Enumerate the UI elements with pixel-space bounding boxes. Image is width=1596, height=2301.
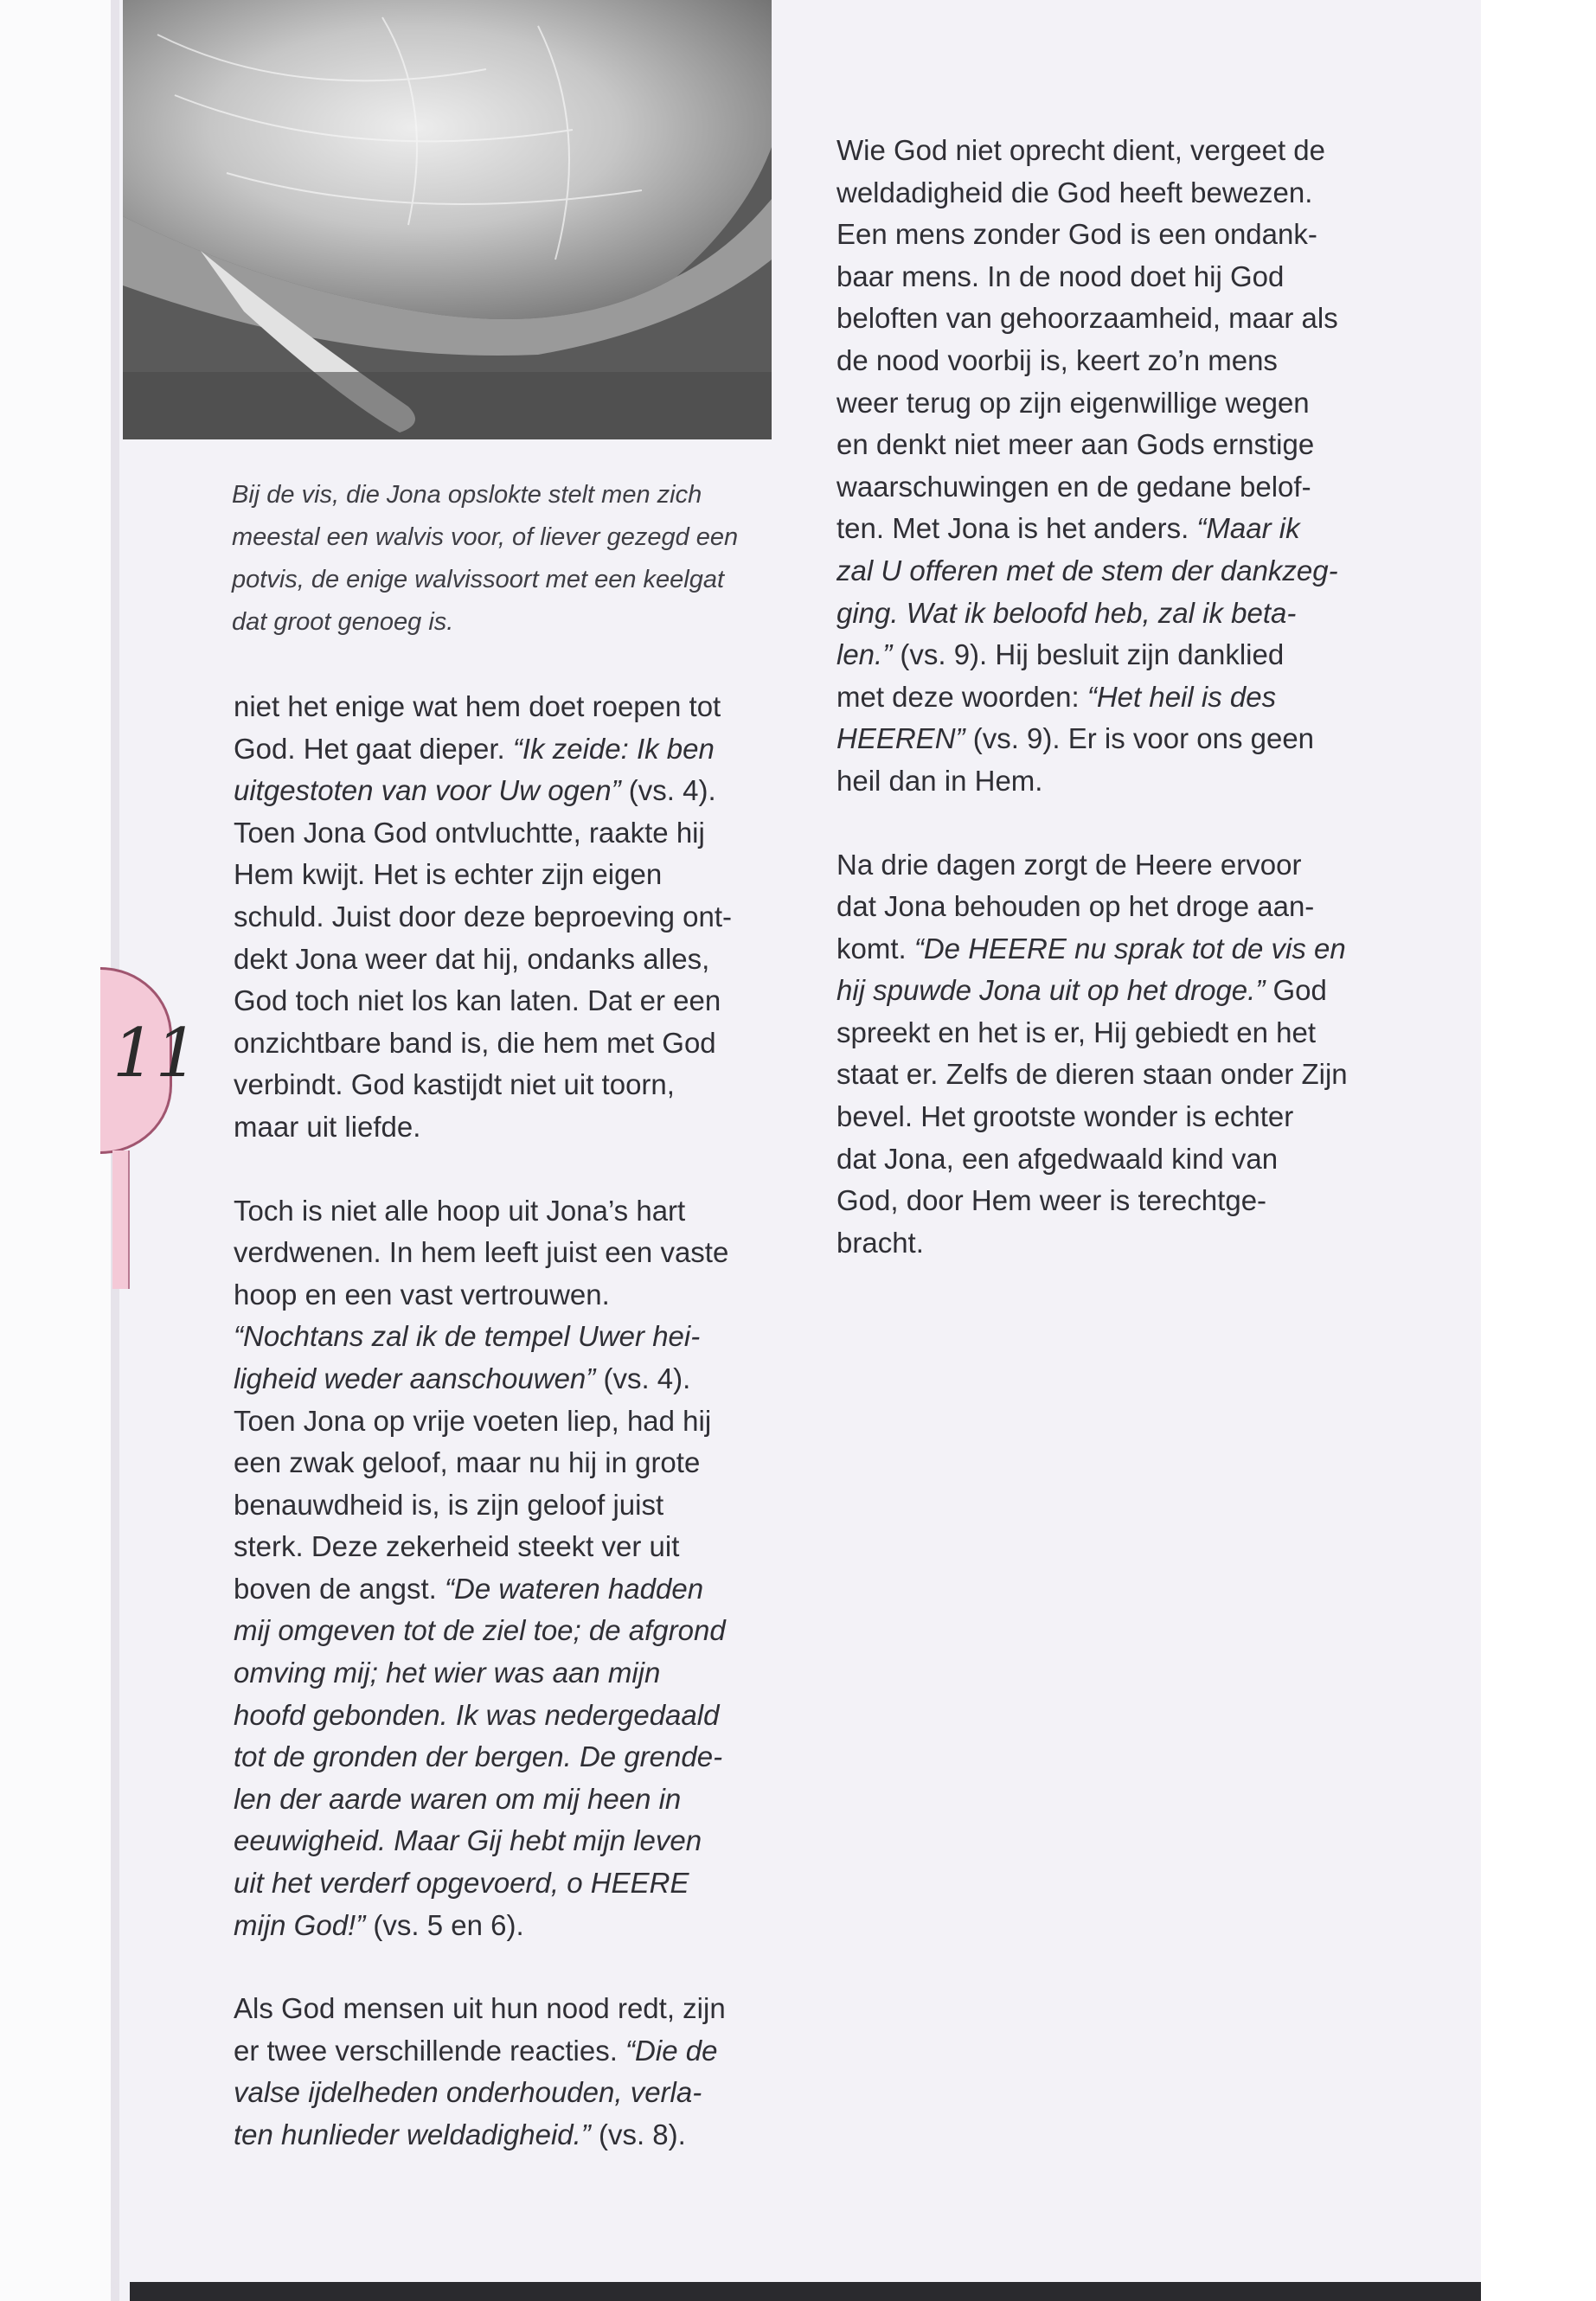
paragraph [234, 1988, 839, 2156]
chapter-tab-strip [112, 1150, 130, 1289]
text-line: eeuwigheid. Maar Gij hebt mijn leven [234, 1824, 702, 1857]
text-line: len.” (vs. 9). Hij besluit zijn danklied [836, 638, 1285, 671]
text-line: ging. Wat ik beloofd heb, zal ik beta- [836, 596, 1297, 629]
text-line: bracht. [836, 1226, 924, 1259]
text-line: Toch is niet alle hoop uit Jona’s hart [234, 1194, 686, 1227]
caption-line: dat groot genoeg is. [232, 608, 454, 636]
whale-photo [123, 0, 772, 439]
text-line: God. Het gaat dieper. “Ik zeide: Ik ben [234, 732, 715, 765]
text-line: Wie God niet oprecht dient, vergeet de [836, 134, 1325, 166]
text-line: heil dan in Hem. [836, 764, 1043, 797]
page-bottom-edge [130, 2282, 1481, 2301]
text-line: dat Jona, een afgedwaald kind van [836, 1142, 1279, 1175]
text-line: uit het verderf opgevoerd, o HEERE [234, 1867, 689, 1900]
text-line: bevel. Het grootste wonder is echter [836, 1100, 1294, 1133]
text-line: waarschuwingen en de gedane belof- [836, 470, 1311, 503]
text-line: boven de angst. “De wateren hadden [234, 1572, 704, 1605]
text-line: Toen Jona God ontvluchtte, raakte hij [234, 816, 705, 849]
text-line: niet het enige wat hem doet roepen tot [234, 690, 721, 722]
paragraph [234, 1190, 839, 1947]
text-line: Als God mensen uit hun nood redt, zijn [234, 1992, 726, 2025]
caption-line: meestal een walvis voor, of liever gezegd een [232, 523, 739, 551]
text-line: verbindt. God kastijdt niet uit toorn, [234, 1068, 675, 1101]
text-line: hij spuwde Jona uit op het droge.” God [836, 974, 1327, 1007]
text-line: HEEREN” (vs. 9). Er is voor ons geen [836, 722, 1315, 755]
text-line: er twee verschillende reacties. “Die de [234, 2034, 718, 2067]
text-line: weldadigheid die God heeft bewezen. [836, 176, 1313, 208]
text-line: Toen Jona op vrije voeten liep, had hij [234, 1404, 712, 1437]
text-line: beloften van gehoorzaamheid, maar als [836, 302, 1338, 335]
text-line: valse ijdelheden onderhouden, verla- [234, 2076, 702, 2109]
whale-illustration [123, 0, 772, 439]
scan-left-margin [0, 0, 111, 2301]
caption-line: potvis, de enige walvissoort met een keelgat [232, 566, 725, 593]
text-line: God, door Hem weer is terechtge- [836, 1184, 1267, 1217]
paragraph [234, 686, 839, 1149]
text-line: “Nochtans zal ik de tempel Uwer hei- [234, 1320, 701, 1353]
text-line: baar mens. In de nood doet hij God [836, 260, 1285, 292]
photo-caption [232, 474, 785, 644]
scan-right-margin [1481, 0, 1596, 2301]
chapter-number: 11 [112, 1015, 199, 1093]
text-line: tot de gronden der bergen. De grende- [234, 1740, 723, 1773]
chapter-tab-marker [100, 967, 199, 1154]
text-line: dat Jona behouden op het droge aan- [836, 890, 1315, 923]
text-line: staat er. Zelfs de dieren staan onder Zijn [836, 1058, 1348, 1091]
text-line: mijn God!” (vs. 5 en 6). [234, 1908, 524, 1941]
text-line: Na drie dagen zorgt de Heere ervoor [836, 848, 1302, 881]
text-line: uitgestoten van voor Uw ogen” (vs. 4). [234, 774, 716, 807]
text-line: ten. Met Jona is het anders. “Maar ik [836, 512, 1300, 545]
text-line: onzichtbare band is, die hem met God [234, 1026, 716, 1059]
text-line: sterk. Deze zekerheid steekt ver uit [234, 1530, 680, 1563]
text-line: mij omgeven tot de ziel toe; de afgrond [234, 1614, 726, 1647]
text-line: spreekt en het is er, Hij gebiedt en het [836, 1016, 1317, 1048]
text-line: maar uit liefde. [234, 1110, 421, 1143]
text-line: verdwenen. In hem leeft juist een vaste [234, 1236, 729, 1269]
text-line: ligheid weder aanschouwen” (vs. 4). [234, 1362, 691, 1394]
text-line: Een mens zonder God is een ondank- [836, 218, 1317, 251]
text-line: met deze woorden: “Het heil is des [836, 680, 1277, 713]
text-line: benauwdheid is, is zijn geloof juist [234, 1488, 664, 1521]
text-line: zal U offeren met de stem der dankzeg- [836, 554, 1338, 586]
text-line: omving mij; het wier was aan mijn [234, 1657, 661, 1689]
text-line: dekt Jona weer dat hij, ondanks alles, [234, 942, 710, 975]
text-line: weer terug op zijn eigenwillige wegen [836, 386, 1310, 419]
text-line: hoop en een vast vertrouwen. [234, 1278, 610, 1311]
left-text-column [234, 686, 839, 2198]
text-line: schuld. Juist door deze beproeving ont- [234, 900, 733, 933]
text-line: een zwak geloof, maar nu hij in grote [234, 1446, 701, 1479]
text-line: len der aarde waren om mij heen in [234, 1782, 682, 1815]
right-text-column [836, 130, 1442, 1305]
caption-line: Bij de vis, die Jona opslokte stelt men zich [232, 481, 702, 509]
paragraph [836, 130, 1442, 803]
text-line: Hem kwijt. Het is echter zijn eigen [234, 858, 663, 891]
text-line: hoofd gebonden. Ik was nedergedaald [234, 1698, 720, 1731]
text-line: komt. “De HEERE nu sprak tot de vis en [836, 932, 1346, 965]
text-line: en denkt niet meer aan Gods ernstige [836, 428, 1315, 461]
text-line: God toch niet los kan laten. Dat er een [234, 984, 721, 1017]
paragraph [836, 844, 1442, 1265]
text-line: de nood voorbij is, keert zo’n mens [836, 343, 1278, 376]
text-line: ten hunlieder weldadigheid.” (vs. 8). [234, 2118, 686, 2150]
document-page [112, 0, 1481, 2301]
